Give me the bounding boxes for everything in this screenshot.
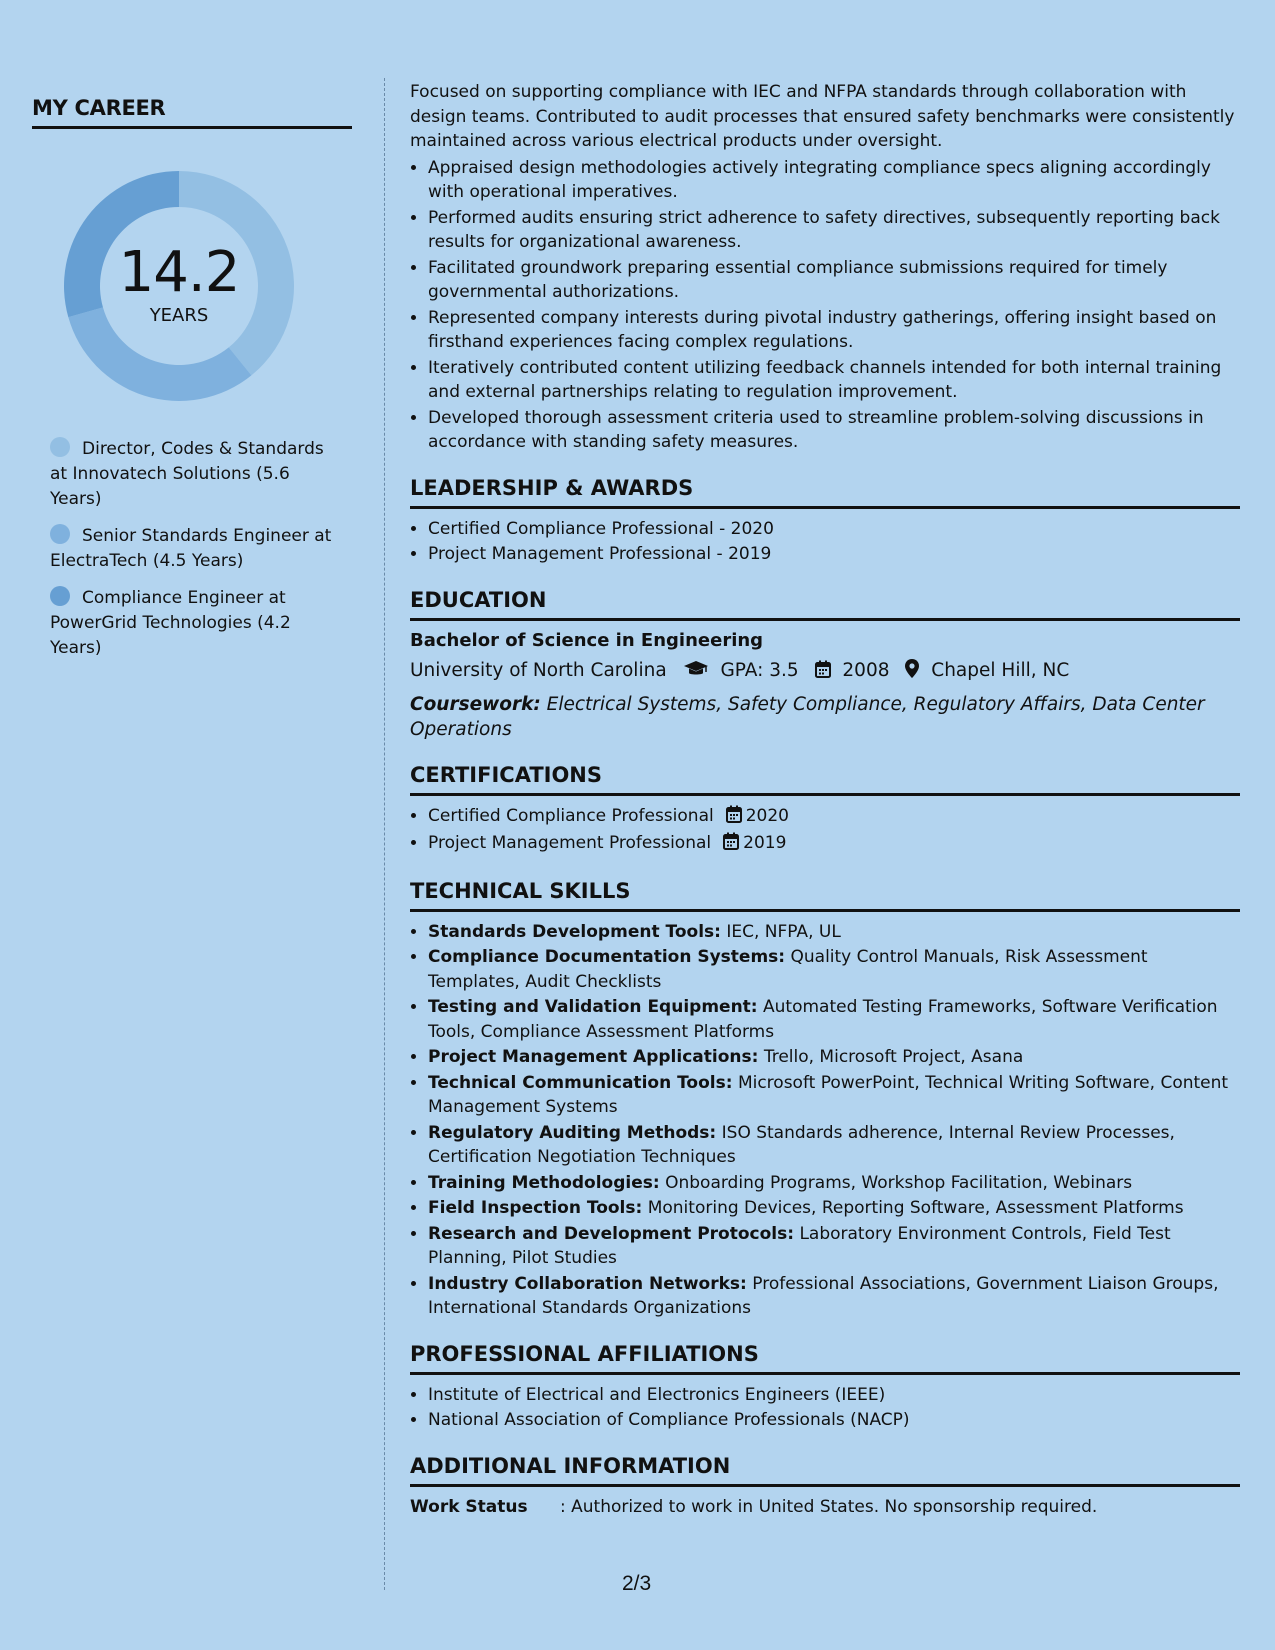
list-item: • Developed thorough assessment criteria used to streamline problem-solving discussions in accordance with standing safety measures. <box>428 406 1240 455</box>
donut-center <box>64 171 294 401</box>
total-years-unit: YEARS <box>149 305 209 326</box>
calendar-icon <box>815 660 831 686</box>
list-item: • Institute of Electrical and Electronics Engineers (IEEE) <box>428 1383 1240 1408</box>
skill-name: Technical Communication Tools: <box>428 1072 733 1093</box>
skill-name: Compliance Documentation Systems: <box>428 947 786 967</box>
list-item <box>428 1071 1240 1120</box>
skills-heading: TECHNICAL SKILLS <box>410 878 1240 912</box>
skill-value: Professional Associations, Government Liaison Groups, International Standards Organizations <box>428 1273 1219 1318</box>
list-item <box>428 945 1240 994</box>
list-item: • Facilitated groundwork preparing essential compliance submissions required for timely governmental authorizations. <box>428 256 1240 305</box>
skill-name: Industry Collaboration Networks: <box>428 1273 747 1294</box>
affiliations-list <box>410 1383 1240 1433</box>
location-pin-icon <box>905 659 919 686</box>
education-heading: EDUCATION <box>410 587 1240 621</box>
legend-item <box>50 524 340 574</box>
list-item <box>428 1045 1240 1070</box>
certifications-list <box>410 804 1240 858</box>
career-donut-chart <box>64 171 294 401</box>
school-line <box>410 659 1240 686</box>
column-divider <box>384 78 385 1590</box>
list-item: • Certified Compliance Professional - 2020 <box>428 517 1240 542</box>
skill-value: Automated Testing Frameworks, Software Verification Tools, Compliance Assessment Platforms <box>428 997 1218 1042</box>
skill-value: IEC, NFPA, UL <box>726 921 841 942</box>
legend-label: Compliance Engineer at PowerGrid Technologies (4.2 Years) <box>50 588 291 658</box>
page-number: 2/3 <box>622 1572 652 1595</box>
experience-summary: Focused on supporting compliance with IEC and NFPA standards through collaboration with design teams. Contributed to audit processes that ensured safety benchmarks were consistently maintained across various electrical products under oversight. <box>410 82 1235 151</box>
list-item <box>428 1171 1240 1196</box>
work-status-label: Work Status <box>410 1496 528 1517</box>
skill-value: Monitoring Devices, Reporting Software, Assessment Platforms <box>647 1198 1184 1218</box>
list-item <box>428 831 1240 858</box>
skill-value: ISO Standards adherence, Internal Review Processes, Certification Negotiation Techniques <box>428 1122 1175 1167</box>
legend-label: Senior Standards Engineer at ElectraTech (4.5 Years) <box>50 526 332 571</box>
career-legend <box>50 437 340 661</box>
school-location: Chapel Hill, NC <box>931 660 1070 681</box>
list-item <box>428 1121 1240 1170</box>
list-item <box>428 1222 1240 1271</box>
cert-name: Project Management Professional <box>428 833 712 853</box>
gpa: GPA: 3.5 <box>720 660 799 681</box>
cert-year: 2020 <box>745 805 789 826</box>
skill-name: Regulatory Auditing Methods: <box>428 1122 717 1143</box>
list-item <box>428 804 1240 831</box>
list-item <box>428 920 1240 945</box>
skill-value: Trello, Microsoft Project, Asana <box>763 1047 1024 1067</box>
legend-item <box>50 586 340 661</box>
skill-name: Training Methodologies: <box>428 1172 660 1193</box>
skills-list <box>410 920 1240 1321</box>
skill-value: Microsoft PowerPoint, Technical Writing Software, Content Management Systems <box>428 1072 1229 1117</box>
leadership-list <box>410 517 1240 567</box>
career-sidebar <box>32 96 352 673</box>
list-item <box>428 1272 1240 1321</box>
main-content <box>410 80 1240 1519</box>
skill-name: Research and Development Protocols: <box>428 1223 795 1244</box>
degree-title: Bachelor of Science in Engineering <box>410 629 764 651</box>
legend-dot-icon <box>50 586 70 606</box>
school-name: University of North Carolina <box>410 660 667 681</box>
coursework-list: Electrical Systems, Safety Compliance, Regulatory Affairs, Data Center Operations <box>410 693 1205 740</box>
graduation-cap-icon <box>683 660 709 686</box>
graduation-year: 2008 <box>842 660 890 681</box>
list-item: • Iteratively contributed content utilizing feedback channels intended for both internal training and external partnerships relating to regulation improvement. <box>428 356 1240 405</box>
certifications-heading: CERTIFICATIONS <box>410 762 1240 796</box>
list-item: • Represented company interests during pivotal industry gatherings, offering insight based on firsthand experiences facing complex regulations. <box>428 306 1240 355</box>
list-item: • National Association of Compliance Professionals (NACP) <box>428 1408 1240 1433</box>
affiliations-heading: PROFESSIONAL AFFILIATIONS <box>410 1341 1240 1375</box>
list-item: • Appraised design methodologies actively integrating compliance specs aligning accordingly with operational imperatives. <box>428 156 1240 205</box>
cert-name: Certified Compliance Professional <box>428 805 714 826</box>
list-item: • Project Management Professional - 2019 <box>428 542 1240 567</box>
calendar-icon <box>723 832 739 858</box>
total-years-value: 14.2 <box>118 240 240 305</box>
cert-year: 2019 <box>743 833 787 853</box>
leadership-heading: LEADERSHIP & AWARDS <box>410 475 1240 509</box>
list-item <box>428 1196 1240 1221</box>
list-item <box>428 995 1240 1044</box>
career-heading: MY CAREER <box>32 96 352 129</box>
experience-bullets <box>410 156 1240 455</box>
additional-heading: ADDITIONAL INFORMATION <box>410 1453 1240 1487</box>
legend-dot-icon <box>50 524 70 544</box>
skill-value: Quality Control Manuals, Risk Assessment Templates, Audit Checklists <box>428 947 1148 992</box>
skill-value: Onboarding Programs, Workshop Facilitation, Webinars <box>665 1172 1133 1193</box>
legend-item <box>50 437 340 512</box>
skill-name: Field Inspection Tools: <box>428 1198 643 1218</box>
skill-name: Testing and Validation Equipment: <box>428 997 758 1017</box>
legend-dot-icon <box>50 437 70 457</box>
work-status-row <box>410 1495 1240 1520</box>
coursework-label: Coursework: <box>410 693 541 715</box>
work-status-value: : Authorized to work in United States. No sponsorship required. <box>560 1496 1098 1517</box>
legend-label: Director, Codes & Standards at Innovatech Solutions (5.6 Years) <box>50 439 324 509</box>
skill-name: Project Management Applications: <box>428 1047 759 1067</box>
skill-name: Standards Development Tools: <box>428 921 721 942</box>
skill-value: Laboratory Environment Controls, Field Test Planning, Pilot Studies <box>428 1223 1171 1268</box>
calendar-icon <box>726 805 742 831</box>
list-item: • Performed audits ensuring strict adherence to safety directives, subsequently reporting back results for organizational awareness. <box>428 206 1240 255</box>
coursework <box>410 692 1240 742</box>
